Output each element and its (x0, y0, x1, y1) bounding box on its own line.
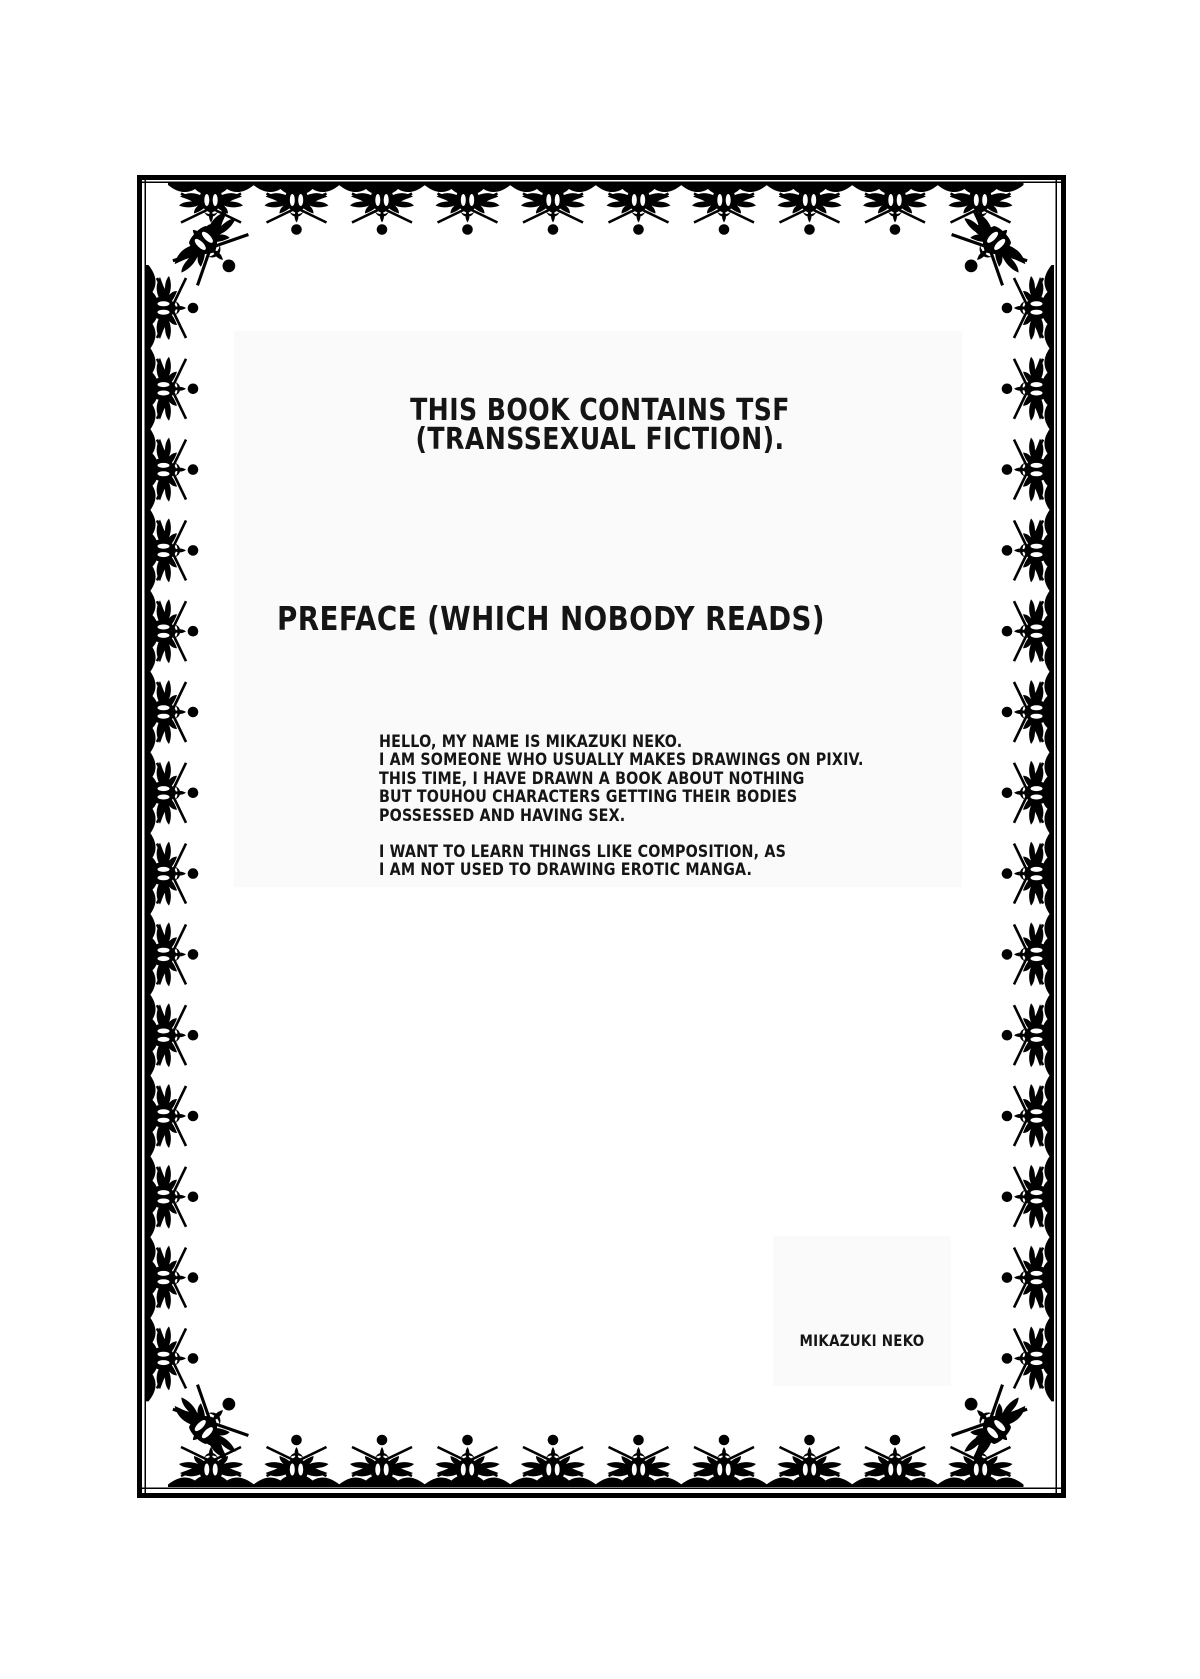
content-warning (96, 393, 1104, 457)
body-line: THIS TIME, I HAVE DRAWN A BOOK ABOUT NOTHING (379, 768, 805, 789)
body-paragraph-1 (379, 733, 864, 825)
border-top-ornaments (168, 183, 1024, 235)
border-bottom-ornaments (168, 1435, 1024, 1487)
body-line: I AM NOT USED TO DRAWING EROTIC MANGA. (379, 860, 753, 881)
author-signature: MIKAZUKI NEKO (799, 1331, 925, 1350)
page-title: PREFACE (WHICH NOBODY READS) (277, 599, 826, 638)
content-warning-line2: (TRANSSEXUAL FICTION). (415, 422, 785, 457)
preface-body (379, 733, 864, 880)
signature-panel (773, 1236, 951, 1386)
body-line: BUT TOUHOU CHARACTERS GETTING THEIR BODIES (379, 787, 798, 808)
body-line: POSSESSED AND HAVING SEX. (379, 805, 626, 826)
body-line: HELLO, MY NAME IS MIKAZUKI NEKO. (379, 732, 683, 752)
body-line: I WANT TO LEARN THINGS LIKE COMPOSITION, AS (379, 842, 787, 863)
body-paragraph-2 (379, 843, 864, 880)
content-warning-line1: THIS BOOK CONTAINS TSF (410, 393, 790, 428)
body-line: I AM SOMEONE WHO USUALLY MAKES DRAWINGS ON PIXIV. (379, 750, 864, 771)
